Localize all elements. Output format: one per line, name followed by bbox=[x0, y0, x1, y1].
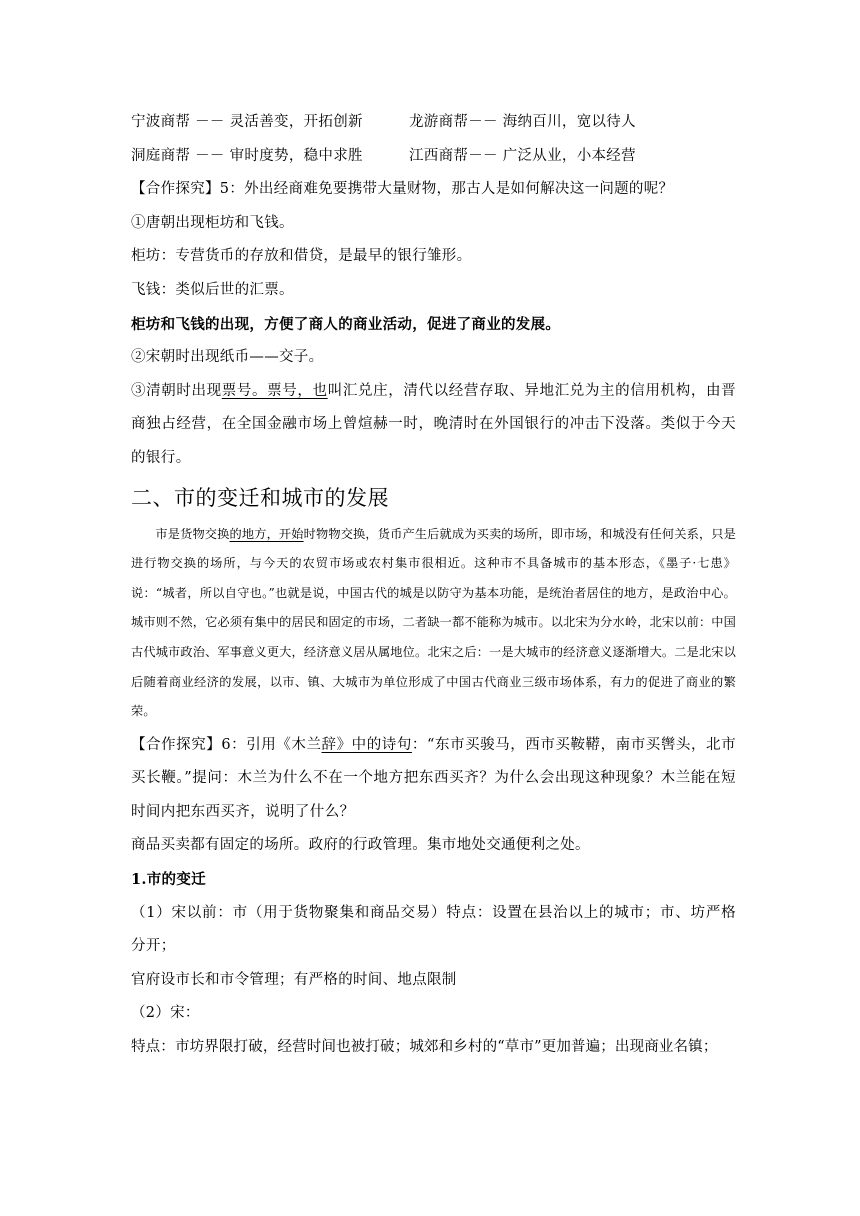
merchant-row-2 bbox=[131, 140, 736, 174]
explore-6-underlined: 辞》中的诗句 bbox=[321, 736, 412, 753]
market-song: （2）宋： bbox=[131, 1005, 200, 1022]
explore-5-point-2: ②宋朝时出现纸币——交子。 bbox=[131, 349, 324, 366]
section-2-heading: 二、市的变迁和城市的发展 bbox=[131, 485, 389, 510]
explore-6-answer: 商品买卖都有固定的场所。政府的行政管理。集市地处交通便利之处。 bbox=[131, 837, 590, 854]
para-underlined: 的地方，开始 bbox=[229, 526, 304, 541]
guifang-definition: 柜坊：专营货币的存放和借贷，是最早的银行雏形。 bbox=[131, 248, 472, 265]
document-page bbox=[131, 106, 736, 1065]
para-body: 时物物交换，货币产生后就成为买卖的场所，即市场，和城没有任何关系，只是进行物交换的场所，与今天的农贸市场或农村集市很相近。这种市不具备城市的基本形态，《墨子·七患》说：“城者，所以自守也。”也就是说，中国古代的城是以防守为基本功能，是统治者居住的地方，是政治中心。城市则不然，它必须有集中的居民和固定的市场，二者缺一都不能称为城市。以北宋为分水岭，北宋以前：中国古代城市政治、军事意义更大，经济意义居从属地位。北宋之后：一是大城市的经济意义逐渐增大。二是北宋以后随着商业经济的发展，以市、镇、大城市为单位形成了中国古代商业三级市场体系，有力的促进了商业的繁荣。 bbox=[131, 526, 736, 719]
dongting-merchants: 洞庭商帮 －－ 审时度势，稳中求胜 bbox=[131, 147, 363, 164]
guifang-feiqian-conclusion: 柜坊和飞钱的出现，方便了商人的商业活动，促进了商业的发展。 bbox=[131, 315, 561, 333]
explore-5-point-3 bbox=[131, 375, 736, 476]
explore-6-question bbox=[131, 729, 736, 830]
piaohao-lead: ③清朝时出现 bbox=[131, 382, 222, 399]
jiangxi-merchants: 江西商帮－－ 广泛从业，小本经营 bbox=[409, 147, 636, 164]
explore-5-point-1: ①唐朝出现柜坊和飞钱。 bbox=[131, 214, 294, 231]
feiqian-definition: 飞钱：类似后世的汇票。 bbox=[131, 281, 294, 298]
para-lead: 市是货物交换 bbox=[155, 526, 230, 541]
piaohao-description: 叫汇兑庄，清代以经营存取、异地汇兑为主的信用机构，由晋商独占经营，在全国金融市场上曾煊赫一时，晚清时在外国银行的冲击下没落。类似于今天的银行。 bbox=[131, 382, 736, 466]
explore-5-question: 【合作探究】5：外出经商难免要携带大量财物，那古人是如何解决这一问题的呢？ bbox=[131, 181, 674, 198]
explore-6-lead: 【合作探究】6：引用《木兰 bbox=[131, 736, 322, 753]
ningbo-merchants: 宁波商帮 －－ 灵活善变，开拓创新 bbox=[131, 114, 363, 130]
market-management: 官府设市长和市令管理；有严格的时间、地点限制 bbox=[131, 971, 457, 988]
market-song-features: 特点：市坊界限打破，经营时间也被打破；城郊和乡村的“草市”更加普遍；出现商业名镇； bbox=[131, 1039, 718, 1056]
market-changes-title: 1.市的变迁 bbox=[131, 871, 206, 889]
longyou-merchants: 龙游商帮－－ 海纳百川，宽以待人 bbox=[409, 114, 636, 130]
merchant-row-1 bbox=[131, 106, 736, 140]
section-2-paragraph bbox=[131, 520, 736, 727]
market-before-song: （1）宋以前：市（用于货物聚集和商品交易）特点：设置在县治以上的城市；市、坊严格分开； bbox=[131, 904, 736, 955]
piaohao-underlined: 票号。票号，也 bbox=[221, 382, 328, 399]
explore-6-body: ：“东市买骏马，西市买鞍鞯，南市买辔头，北市买长鞭。”提问：木兰为什么不在一个地方把东西买齐？为什么会出现这种现象？木兰能在短时间内把东西买齐，说明了什么？ bbox=[131, 736, 736, 820]
